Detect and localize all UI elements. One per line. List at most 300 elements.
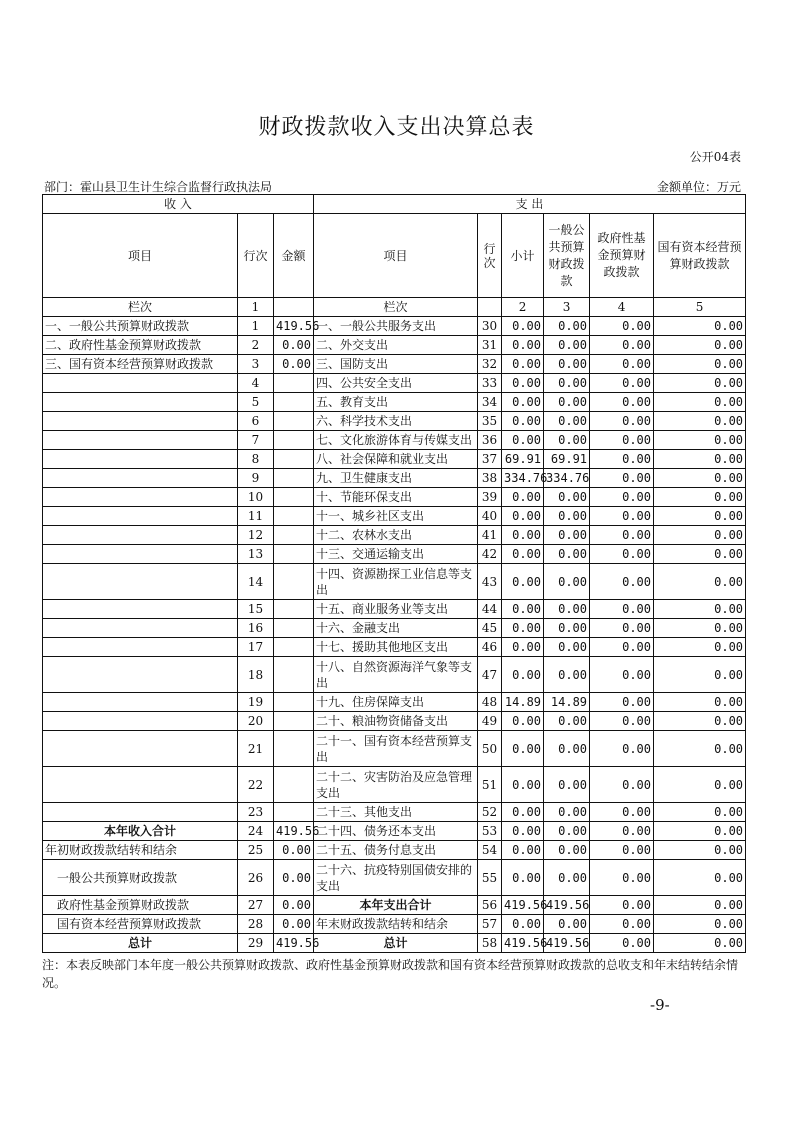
income-row-no: 17 xyxy=(238,638,274,657)
table-row xyxy=(43,488,746,507)
expense-row-no: 53 xyxy=(478,822,502,841)
expense-row-no: 43 xyxy=(478,564,502,600)
general-budget-value: 0.00 xyxy=(544,657,590,693)
general-budget-value: 0.00 xyxy=(544,767,590,803)
gov-fund-value: 0.00 xyxy=(590,526,654,545)
expense-item: 十四、资源勘探工业信息等支出 xyxy=(314,564,478,600)
expense-item: 二十六、抗疫特别国债安排的支出 xyxy=(314,860,478,896)
income-row-no: 5 xyxy=(238,393,274,412)
expense-item: 二十四、债务还本支出 xyxy=(314,822,478,841)
income-row-no: 2 xyxy=(238,336,274,355)
state-capital-value: 0.00 xyxy=(654,336,746,355)
income-item: 三、国有资本经营预算财政拨款 xyxy=(43,355,238,374)
subtotal-header: 小计 xyxy=(502,214,544,298)
column-header-row xyxy=(43,214,746,298)
income-item xyxy=(43,600,238,619)
income-amount xyxy=(274,374,314,393)
income-amount xyxy=(274,526,314,545)
income-amount xyxy=(274,564,314,600)
expense-item: 十三、交通运输支出 xyxy=(314,545,478,564)
general-budget-value: 0.00 xyxy=(544,317,590,336)
income-item xyxy=(43,619,238,638)
income-amount xyxy=(274,657,314,693)
expense-item: 十一、城乡社区支出 xyxy=(314,507,478,526)
income-amount xyxy=(274,507,314,526)
table-row xyxy=(43,431,746,450)
expense-item: 本年支出合计 xyxy=(314,896,478,915)
income-amount: 0.00 xyxy=(274,860,314,896)
income-row-no: 14 xyxy=(238,564,274,600)
general-budget-value: 0.00 xyxy=(544,619,590,638)
state-capital-value: 0.00 xyxy=(654,507,746,526)
table-row xyxy=(43,450,746,469)
income-amount: 0.00 xyxy=(274,355,314,374)
income-item xyxy=(43,657,238,693)
expense-row-no: 55 xyxy=(478,860,502,896)
gov-fund-value: 0.00 xyxy=(590,712,654,731)
col-index-3: 3 xyxy=(544,298,590,317)
income-amount xyxy=(274,767,314,803)
income-amount xyxy=(274,469,314,488)
income-row-no: 1 xyxy=(238,317,274,336)
expense-item: 二、外交支出 xyxy=(314,336,478,355)
state-capital-value: 0.00 xyxy=(654,412,746,431)
subtotal-value: 0.00 xyxy=(502,841,544,860)
state-capital-value: 0.00 xyxy=(654,600,746,619)
expense-item: 十二、农林水支出 xyxy=(314,526,478,545)
general-budget-value: 0.00 xyxy=(544,712,590,731)
gov-fund-value: 0.00 xyxy=(590,545,654,564)
column-index-row xyxy=(43,298,746,317)
gov-fund-value: 0.00 xyxy=(590,355,654,374)
general-budget-value: 419.56 xyxy=(544,896,590,915)
expense-item: 六、科学技术支出 xyxy=(314,412,478,431)
income-row-no: 24 xyxy=(238,822,274,841)
subtotal-value: 0.00 xyxy=(502,767,544,803)
expense-row-no: 30 xyxy=(478,317,502,336)
gov-fund-value: 0.00 xyxy=(590,469,654,488)
income-item: 二、政府性基金预算财政拨款 xyxy=(43,336,238,355)
gov-fund-value: 0.00 xyxy=(590,822,654,841)
income-row-no: 18 xyxy=(238,657,274,693)
expense-row-no: 36 xyxy=(478,431,502,450)
general-budget-value: 0.00 xyxy=(544,803,590,822)
general-budget-value: 0.00 xyxy=(544,545,590,564)
income-row-no: 9 xyxy=(238,469,274,488)
general-budget-value: 0.00 xyxy=(544,374,590,393)
income-item: 一般公共预算财政拨款 xyxy=(43,860,238,896)
subtotal-value: 14.89 xyxy=(502,693,544,712)
expense-row-no: 35 xyxy=(478,412,502,431)
income-item xyxy=(43,431,238,450)
income-item: 本年收入合计 xyxy=(43,822,238,841)
general-budget-value: 14.89 xyxy=(544,693,590,712)
expense-section-header: 支 出 xyxy=(314,195,746,214)
expense-item: 年末财政拨款结转和结余 xyxy=(314,915,478,934)
section-header-row xyxy=(43,195,746,214)
table-row xyxy=(43,393,746,412)
income-item xyxy=(43,507,238,526)
expense-row-no: 38 xyxy=(478,469,502,488)
income-amount: 419.56 xyxy=(274,317,314,336)
income-item xyxy=(43,488,238,507)
income-row-no-header: 行次 xyxy=(238,214,274,298)
subtotal-value: 419.56 xyxy=(502,896,544,915)
income-item xyxy=(43,469,238,488)
gov-fund-value: 0.00 xyxy=(590,507,654,526)
subtotal-value: 0.00 xyxy=(502,317,544,336)
gov-fund-value: 0.00 xyxy=(590,564,654,600)
department-label: 部门：霍山县卫生计生综合监督行政执法局 xyxy=(44,180,273,194)
income-amount xyxy=(274,412,314,431)
income-row-no: 23 xyxy=(238,803,274,822)
col-label-2: 栏次 xyxy=(314,298,478,317)
state-capital-value: 0.00 xyxy=(654,657,746,693)
expense-row-no: 33 xyxy=(478,374,502,393)
state-capital-value: 0.00 xyxy=(654,317,746,336)
income-item xyxy=(43,712,238,731)
state-capital-value: 0.00 xyxy=(654,731,746,767)
expense-item: 二十三、其他支出 xyxy=(314,803,478,822)
income-item xyxy=(43,450,238,469)
expense-item: 十七、援助其他地区支出 xyxy=(314,638,478,657)
general-budget-value: 0.00 xyxy=(544,915,590,934)
table-row xyxy=(43,507,746,526)
expense-row-no: 49 xyxy=(478,712,502,731)
col-index-blank xyxy=(274,298,314,317)
subtotal-value: 419.56 xyxy=(502,934,544,953)
gov-fund-value: 0.00 xyxy=(590,657,654,693)
state-capital-value: 0.00 xyxy=(654,619,746,638)
table-row xyxy=(43,374,746,393)
income-amount xyxy=(274,731,314,767)
table-row xyxy=(43,657,746,693)
income-item xyxy=(43,545,238,564)
gov-fund-value: 0.00 xyxy=(590,619,654,638)
expense-row-no: 42 xyxy=(478,545,502,564)
expense-row-no: 39 xyxy=(478,488,502,507)
income-amount: 0.00 xyxy=(274,841,314,860)
unit-label: 金额单位：万元 xyxy=(656,180,741,194)
gov-fund-value: 0.00 xyxy=(590,731,654,767)
income-row-no: 27 xyxy=(238,896,274,915)
subtotal-value: 0.00 xyxy=(502,803,544,822)
gov-fund-value: 0.00 xyxy=(590,374,654,393)
table-row xyxy=(43,469,746,488)
income-amount: 419.56 xyxy=(274,934,314,953)
subtotal-value: 0.00 xyxy=(502,431,544,450)
income-amount: 0.00 xyxy=(274,336,314,355)
subtotal-value: 0.00 xyxy=(502,564,544,600)
income-row-no: 8 xyxy=(238,450,274,469)
table-row xyxy=(43,600,746,619)
table-row xyxy=(43,803,746,822)
income-item: 总计 xyxy=(43,934,238,953)
income-item xyxy=(43,731,238,767)
subtotal-value: 0.00 xyxy=(502,619,544,638)
subtotal-value: 0.00 xyxy=(502,860,544,896)
income-item-header: 项目 xyxy=(43,214,238,298)
table-row xyxy=(43,934,746,953)
table-row xyxy=(43,693,746,712)
income-amount: 0.00 xyxy=(274,915,314,934)
gov-fund-value: 0.00 xyxy=(590,450,654,469)
gov-fund-value: 0.00 xyxy=(590,600,654,619)
gov-fund-value: 0.00 xyxy=(590,431,654,450)
state-capital-value: 0.00 xyxy=(654,767,746,803)
expense-row-no: 46 xyxy=(478,638,502,657)
subtotal-value: 0.00 xyxy=(502,336,544,355)
income-row-no: 21 xyxy=(238,731,274,767)
subtotal-value: 0.00 xyxy=(502,600,544,619)
gov-fund-value: 0.00 xyxy=(590,934,654,953)
subtotal-value: 0.00 xyxy=(502,545,544,564)
state-capital-value: 0.00 xyxy=(654,693,746,712)
general-budget-value: 0.00 xyxy=(544,488,590,507)
general-budget-value: 0.00 xyxy=(544,336,590,355)
expense-item: 七、文化旅游体育与传媒支出 xyxy=(314,431,478,450)
state-capital-value: 0.00 xyxy=(654,915,746,934)
col-index-1: 1 xyxy=(238,298,274,317)
expense-item: 二十一、国有资本经营预算支出 xyxy=(314,731,478,767)
general-budget-value: 0.00 xyxy=(544,526,590,545)
expense-item: 四、公共安全支出 xyxy=(314,374,478,393)
state-capital-value: 0.00 xyxy=(654,934,746,953)
gov-fund-value: 0.00 xyxy=(590,317,654,336)
general-budget-value: 0.00 xyxy=(544,860,590,896)
general-budget-value: 0.00 xyxy=(544,600,590,619)
expense-item: 十六、金融支出 xyxy=(314,619,478,638)
table-row xyxy=(43,619,746,638)
expense-row-no: 51 xyxy=(478,767,502,803)
income-row-no: 13 xyxy=(238,545,274,564)
income-row-no: 6 xyxy=(238,412,274,431)
table-row xyxy=(43,822,746,841)
general-budget-value: 0.00 xyxy=(544,393,590,412)
general-budget-value: 0.00 xyxy=(544,412,590,431)
subtotal-value: 0.00 xyxy=(502,526,544,545)
income-item xyxy=(43,803,238,822)
income-row-no: 4 xyxy=(238,374,274,393)
income-amount xyxy=(274,431,314,450)
state-capital-value: 0.00 xyxy=(654,488,746,507)
income-item xyxy=(43,767,238,803)
expense-row-no: 50 xyxy=(478,731,502,767)
income-item: 一、一般公共预算财政拨款 xyxy=(43,317,238,336)
general-budget-value: 0.00 xyxy=(544,822,590,841)
expense-item: 十、节能环保支出 xyxy=(314,488,478,507)
subtotal-value: 0.00 xyxy=(502,731,544,767)
subtotal-value: 0.00 xyxy=(502,915,544,934)
gov-fund-value: 0.00 xyxy=(590,638,654,657)
table-row xyxy=(43,712,746,731)
subtotal-value: 0.00 xyxy=(502,712,544,731)
gov-fund-value: 0.00 xyxy=(590,412,654,431)
expense-item: 二十、粮油物资储备支出 xyxy=(314,712,478,731)
income-row-no: 3 xyxy=(238,355,274,374)
col-index-4: 4 xyxy=(590,298,654,317)
col-index-2: 2 xyxy=(502,298,544,317)
income-row-no: 20 xyxy=(238,712,274,731)
table-row xyxy=(43,638,746,657)
gov-fund-value: 0.00 xyxy=(590,915,654,934)
state-capital-value: 0.00 xyxy=(654,431,746,450)
subtotal-value: 0.00 xyxy=(502,393,544,412)
general-budget-value: 0.00 xyxy=(544,355,590,374)
income-amount xyxy=(274,393,314,412)
expense-item: 十五、商业服务业等支出 xyxy=(314,600,478,619)
page-title: 财政拨款收入支出决算总表 xyxy=(258,115,535,140)
income-item xyxy=(43,564,238,600)
income-row-no: 12 xyxy=(238,526,274,545)
expense-item: 八、社会保障和就业支出 xyxy=(314,450,478,469)
income-item xyxy=(43,526,238,545)
subtotal-value: 0.00 xyxy=(502,374,544,393)
income-amount xyxy=(274,488,314,507)
form-number: 公开04表 xyxy=(689,150,741,164)
state-capital-header: 国有资本经营预算财政拨款 xyxy=(654,214,746,298)
state-capital-value: 0.00 xyxy=(654,545,746,564)
table-row xyxy=(43,896,746,915)
income-row-no: 25 xyxy=(238,841,274,860)
income-amount xyxy=(274,638,314,657)
general-budget-value: 419.56 xyxy=(544,934,590,953)
expense-row-no: 52 xyxy=(478,803,502,822)
subtotal-value: 0.00 xyxy=(502,822,544,841)
fiscal-summary-table xyxy=(42,194,746,953)
expense-item: 九、卫生健康支出 xyxy=(314,469,478,488)
state-capital-value: 0.00 xyxy=(654,841,746,860)
expense-row-no: 58 xyxy=(478,934,502,953)
expense-row-no: 40 xyxy=(478,507,502,526)
expense-row-no: 32 xyxy=(478,355,502,374)
expense-item: 一、一般公共服务支出 xyxy=(314,317,478,336)
page-number: -9- xyxy=(650,996,670,1014)
state-capital-value: 0.00 xyxy=(654,822,746,841)
income-row-no: 26 xyxy=(238,860,274,896)
state-capital-value: 0.00 xyxy=(654,564,746,600)
income-row-no: 29 xyxy=(238,934,274,953)
general-budget-value: 0.00 xyxy=(544,638,590,657)
subtotal-value: 334.76 xyxy=(502,469,544,488)
gov-fund-value: 0.00 xyxy=(590,860,654,896)
income-row-no: 28 xyxy=(238,915,274,934)
income-amount xyxy=(274,600,314,619)
state-capital-value: 0.00 xyxy=(654,469,746,488)
gov-fund-value: 0.00 xyxy=(590,393,654,412)
gov-fund-value: 0.00 xyxy=(590,336,654,355)
expense-row-no-header: 行次 xyxy=(478,214,502,298)
expense-row-no: 34 xyxy=(478,393,502,412)
income-amount xyxy=(274,545,314,564)
expense-item: 三、国防支出 xyxy=(314,355,478,374)
income-item: 国有资本经营预算财政拨款 xyxy=(43,915,238,934)
general-budget-value: 0.00 xyxy=(544,564,590,600)
expense-row-no: 37 xyxy=(478,450,502,469)
expense-row-no: 54 xyxy=(478,841,502,860)
table-row xyxy=(43,860,746,896)
table-row xyxy=(43,412,746,431)
table-row xyxy=(43,355,746,374)
income-row-no: 10 xyxy=(238,488,274,507)
income-amount xyxy=(274,803,314,822)
subtotal-value: 0.00 xyxy=(502,412,544,431)
table-row xyxy=(43,526,746,545)
income-item: 年初财政拨款结转和结余 xyxy=(43,841,238,860)
subtotal-value: 0.00 xyxy=(502,488,544,507)
general-budget-value: 0.00 xyxy=(544,841,590,860)
expense-item: 总计 xyxy=(314,934,478,953)
income-amount: 0.00 xyxy=(274,896,314,915)
gov-fund-value: 0.00 xyxy=(590,803,654,822)
table-row xyxy=(43,841,746,860)
state-capital-value: 0.00 xyxy=(654,374,746,393)
gov-fund-value: 0.00 xyxy=(590,488,654,507)
gov-fund-value: 0.00 xyxy=(590,841,654,860)
expense-row-no: 57 xyxy=(478,915,502,934)
income-row-no: 19 xyxy=(238,693,274,712)
subtotal-value: 0.00 xyxy=(502,355,544,374)
gov-fund-value: 0.00 xyxy=(590,767,654,803)
table-row xyxy=(43,564,746,600)
state-capital-value: 0.00 xyxy=(654,526,746,545)
general-budget-header: 一般公共预算财政拨款 xyxy=(544,214,590,298)
state-capital-value: 0.00 xyxy=(654,355,746,374)
table-row xyxy=(43,915,746,934)
expense-item: 五、教育支出 xyxy=(314,393,478,412)
expense-row-no: 41 xyxy=(478,526,502,545)
general-budget-value: 0.00 xyxy=(544,431,590,450)
table-row xyxy=(43,545,746,564)
gov-fund-value: 0.00 xyxy=(590,693,654,712)
income-item: 政府性基金预算财政拨款 xyxy=(43,896,238,915)
expense-row-no: 48 xyxy=(478,693,502,712)
income-amount xyxy=(274,619,314,638)
subtotal-value: 69.91 xyxy=(502,450,544,469)
expense-item: 十八、自然资源海洋气象等支出 xyxy=(314,657,478,693)
income-row-no: 16 xyxy=(238,619,274,638)
col-index-5: 5 xyxy=(654,298,746,317)
state-capital-value: 0.00 xyxy=(654,803,746,822)
general-budget-value: 69.91 xyxy=(544,450,590,469)
income-item xyxy=(43,393,238,412)
general-budget-value: 0.00 xyxy=(544,731,590,767)
table-row xyxy=(43,731,746,767)
table-row xyxy=(43,317,746,336)
expense-row-no: 44 xyxy=(478,600,502,619)
income-row-no: 15 xyxy=(238,600,274,619)
expense-item: 二十五、债务付息支出 xyxy=(314,841,478,860)
income-amount xyxy=(274,712,314,731)
expense-row-no: 31 xyxy=(478,336,502,355)
income-row-no: 11 xyxy=(238,507,274,526)
income-item xyxy=(43,638,238,657)
income-amount xyxy=(274,693,314,712)
income-row-no: 7 xyxy=(238,431,274,450)
state-capital-value: 0.00 xyxy=(654,393,746,412)
footnote: 注：本表反映部门本年度一般公共预算财政拨款、政府性基金预算财政拨款和国有资本经营预算财政拨款的总收支和年末结转结余情况。 xyxy=(42,958,739,990)
expense-item: 二十二、灾害防治及应急管理支出 xyxy=(314,767,478,803)
col-index-blank-2 xyxy=(478,298,502,317)
general-budget-value: 0.00 xyxy=(544,507,590,526)
col-label: 栏次 xyxy=(43,298,238,317)
expense-row-no: 47 xyxy=(478,657,502,693)
expense-row-no: 56 xyxy=(478,896,502,915)
income-amount: 419.56 xyxy=(274,822,314,841)
expense-item-header: 项目 xyxy=(314,214,478,298)
income-item xyxy=(43,412,238,431)
income-item xyxy=(43,693,238,712)
